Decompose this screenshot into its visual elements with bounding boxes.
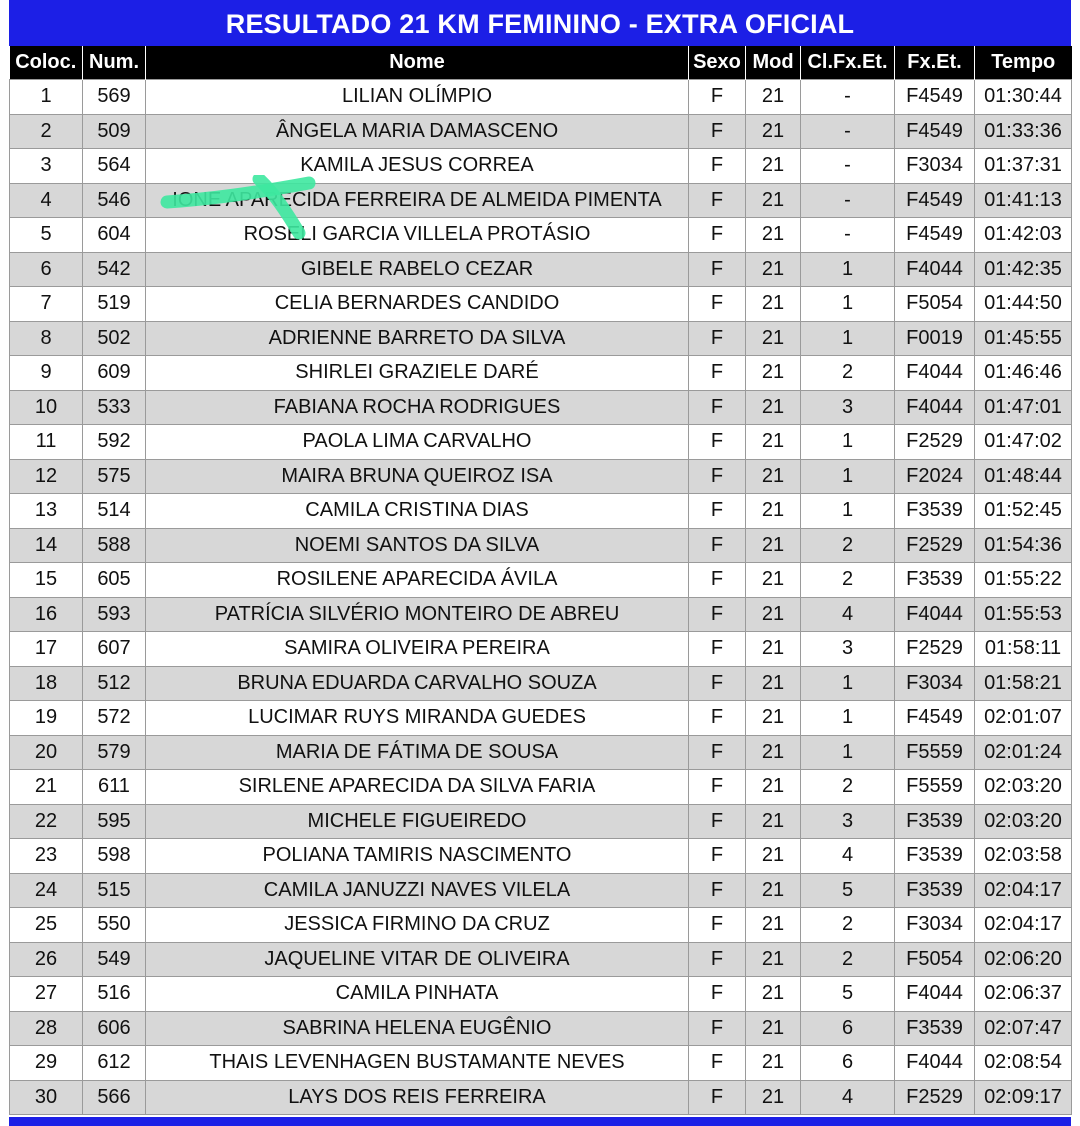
table-row [10,1046,1072,1081]
cell-coloc: 22 [10,804,83,839]
cell-sexo: F [689,770,746,805]
cell-fx-et: F3539 [895,494,975,529]
cell-cl-fx-et: 3 [801,804,895,839]
cell-mod: 21 [746,183,801,218]
cell-coloc: 26 [10,942,83,977]
cell-fx-et: F3539 [895,873,975,908]
cell-cl-fx-et: 2 [801,356,895,391]
cell-cl-fx-et: 4 [801,1080,895,1115]
header-coloc: Coloc. [10,46,83,80]
cell-sexo: F [689,942,746,977]
results-body [10,80,1072,1115]
cell-nome: MAIRA BRUNA QUEIROZ ISA [146,459,689,494]
cell-coloc: 20 [10,735,83,770]
cell-num: 572 [83,701,146,736]
cell-fx-et: F4549 [895,114,975,149]
cell-sexo: F [689,390,746,425]
cell-mod: 21 [746,356,801,391]
cell-fx-et: F3539 [895,1011,975,1046]
cell-sexo: F [689,356,746,391]
cell-mod: 21 [746,1080,801,1115]
cell-mod: 21 [746,1011,801,1046]
cell-sexo: F [689,1046,746,1081]
cell-num: 588 [83,528,146,563]
cell-fx-et: F4549 [895,701,975,736]
cell-mod: 21 [746,528,801,563]
cell-mod: 21 [746,770,801,805]
cell-nome: CELIA BERNARDES CANDIDO [146,287,689,322]
cell-sexo: F [689,114,746,149]
cell-tempo: 01:55:53 [975,597,1072,632]
header-sexo: Sexo [689,46,746,80]
header-tempo: Tempo [975,46,1072,80]
cell-cl-fx-et: 2 [801,563,895,598]
cell-cl-fx-et: 6 [801,1011,895,1046]
cell-sexo: F [689,839,746,874]
cell-cl-fx-et: 2 [801,942,895,977]
table-row [10,80,1072,115]
cell-tempo: 02:03:58 [975,839,1072,874]
cell-tempo: 02:03:20 [975,804,1072,839]
cell-coloc: 16 [10,597,83,632]
page-title: RESULTADO 21 KM FEMININO - EXTRA OFICIAL [9,0,1071,46]
cell-num: 502 [83,321,146,356]
cell-nome: MARIA DE FÁTIMA DE SOUSA [146,735,689,770]
header-mod: Mod [746,46,801,80]
cell-mod: 21 [746,321,801,356]
cell-nome: ÂNGELA MARIA DAMASCENO [146,114,689,149]
cell-sexo: F [689,1080,746,1115]
cell-num: 542 [83,252,146,287]
cell-num: 546 [83,183,146,218]
cell-coloc: 19 [10,701,83,736]
cell-coloc: 21 [10,770,83,805]
cell-fx-et: F3034 [895,908,975,943]
cell-coloc: 14 [10,528,83,563]
cell-tempo: 01:42:03 [975,218,1072,253]
cell-mod: 21 [746,390,801,425]
cell-coloc: 10 [10,390,83,425]
cell-coloc: 9 [10,356,83,391]
table-row [10,632,1072,667]
cell-sexo: F [689,287,746,322]
cell-fx-et: F4044 [895,977,975,1012]
cell-cl-fx-et: - [801,183,895,218]
cell-coloc: 18 [10,666,83,701]
cell-sexo: F [689,80,746,115]
cell-mod: 21 [746,839,801,874]
cell-tempo: 02:01:07 [975,701,1072,736]
cell-nome: ROSILENE APARECIDA ÁVILA [146,563,689,598]
cell-nome: SABRINA HELENA EUGÊNIO [146,1011,689,1046]
cell-fx-et: F5054 [895,287,975,322]
header-nome: Nome [146,46,689,80]
table-row [10,390,1072,425]
table-row [10,770,1072,805]
cell-coloc: 7 [10,287,83,322]
cell-coloc: 3 [10,149,83,184]
cell-mod: 21 [746,701,801,736]
cell-num: 549 [83,942,146,977]
cell-mod: 21 [746,425,801,460]
cell-cl-fx-et: 5 [801,977,895,1012]
cell-cl-fx-et: - [801,80,895,115]
cell-mod: 21 [746,252,801,287]
cell-nome: NOEMI SANTOS DA SILVA [146,528,689,563]
cell-sexo: F [689,1011,746,1046]
cell-tempo: 02:01:24 [975,735,1072,770]
cell-nome: LILIAN OLÍMPIO [146,80,689,115]
cell-sexo: F [689,528,746,563]
cell-coloc: 30 [10,1080,83,1115]
cell-num: 564 [83,149,146,184]
cell-sexo: F [689,701,746,736]
cell-cl-fx-et: 1 [801,252,895,287]
cell-num: 592 [83,425,146,460]
cell-sexo: F [689,425,746,460]
table-row [10,287,1072,322]
cell-cl-fx-et: 1 [801,494,895,529]
cell-sexo: F [689,183,746,218]
cell-coloc: 6 [10,252,83,287]
cell-sexo: F [689,908,746,943]
cell-fx-et: F3539 [895,563,975,598]
cell-coloc: 29 [10,1046,83,1081]
cell-nome: IONE APARECIDA FERREIRA DE ALMEIDA PIMENTA [146,183,689,218]
cell-coloc: 28 [10,1011,83,1046]
cell-sexo: F [689,149,746,184]
table-row [10,873,1072,908]
cell-nome: THAIS LEVENHAGEN BUSTAMANTE NEVES [146,1046,689,1081]
cell-nome: SIRLENE APARECIDA DA SILVA FARIA [146,770,689,805]
cell-num: 593 [83,597,146,632]
cell-coloc: 5 [10,218,83,253]
cell-num: 607 [83,632,146,667]
cell-cl-fx-et: 1 [801,735,895,770]
table-row [10,218,1072,253]
cell-sexo: F [689,459,746,494]
cell-tempo: 01:47:02 [975,425,1072,460]
cell-coloc: 17 [10,632,83,667]
cell-nome: MICHELE FIGUEIREDO [146,804,689,839]
header-fx-et: Fx.Et. [895,46,975,80]
cell-num: 519 [83,287,146,322]
table-row [10,321,1072,356]
cell-fx-et: F3539 [895,839,975,874]
cell-tempo: 02:04:17 [975,873,1072,908]
header-num: Num. [83,46,146,80]
table-row [10,183,1072,218]
cell-coloc: 27 [10,977,83,1012]
table-row [10,425,1072,460]
cell-nome: LUCIMAR RUYS MIRANDA GUEDES [146,701,689,736]
cell-coloc: 2 [10,114,83,149]
cell-mod: 21 [746,942,801,977]
cell-tempo: 02:04:17 [975,908,1072,943]
cell-fx-et: F2529 [895,425,975,460]
cell-sexo: F [689,977,746,1012]
cell-fx-et: F2529 [895,1080,975,1115]
cell-fx-et: F4044 [895,356,975,391]
cell-tempo: 01:42:35 [975,252,1072,287]
cell-sexo: F [689,218,746,253]
cell-num: 612 [83,1046,146,1081]
cell-tempo: 01:58:11 [975,632,1072,667]
cell-mod: 21 [746,459,801,494]
cell-fx-et: F4044 [895,597,975,632]
table-row [10,977,1072,1012]
cell-fx-et: F2024 [895,459,975,494]
table-row [10,252,1072,287]
cell-nome: BRUNA EDUARDA CARVALHO SOUZA [146,666,689,701]
table-row [10,804,1072,839]
table-row [10,942,1072,977]
cell-cl-fx-et: 4 [801,839,895,874]
cell-cl-fx-et: 2 [801,908,895,943]
cell-mod: 21 [746,632,801,667]
cell-mod: 21 [746,666,801,701]
table-row [10,494,1072,529]
cell-cl-fx-et: 1 [801,425,895,460]
cell-fx-et: F3539 [895,804,975,839]
cell-fx-et: F3034 [895,666,975,701]
cell-mod: 21 [746,114,801,149]
table-row [10,666,1072,701]
cell-tempo: 01:46:46 [975,356,1072,391]
table-row [10,701,1072,736]
cell-mod: 21 [746,287,801,322]
cell-sexo: F [689,321,746,356]
cell-nome: LAYS DOS REIS FERREIRA [146,1080,689,1115]
cell-coloc: 4 [10,183,83,218]
cell-mod: 21 [746,735,801,770]
cell-num: 512 [83,666,146,701]
cell-nome: KAMILA JESUS CORREA [146,149,689,184]
cell-nome: POLIANA TAMIRIS NASCIMENTO [146,839,689,874]
cell-cl-fx-et: 3 [801,632,895,667]
cell-fx-et: F2529 [895,632,975,667]
table-row [10,459,1072,494]
cell-cl-fx-et: 5 [801,873,895,908]
cell-tempo: 01:47:01 [975,390,1072,425]
cell-num: 605 [83,563,146,598]
cell-cl-fx-et: 1 [801,459,895,494]
cell-tempo: 02:08:54 [975,1046,1072,1081]
cell-num: 533 [83,390,146,425]
cell-mod: 21 [746,563,801,598]
cell-nome: CAMILA CRISTINA DIAS [146,494,689,529]
cell-sexo: F [689,666,746,701]
cell-num: 516 [83,977,146,1012]
cell-tempo: 01:55:22 [975,563,1072,598]
cell-tempo: 01:45:55 [975,321,1072,356]
table-header-row [10,46,1072,80]
cell-num: 550 [83,908,146,943]
cell-sexo: F [689,632,746,667]
cell-sexo: F [689,735,746,770]
cell-nome: SHIRLEI GRAZIELE DARÉ [146,356,689,391]
cell-tempo: 01:44:50 [975,287,1072,322]
cell-mod: 21 [746,977,801,1012]
cell-coloc: 12 [10,459,83,494]
cell-coloc: 13 [10,494,83,529]
cell-cl-fx-et: 2 [801,770,895,805]
results-document [9,0,1071,1126]
cell-coloc: 1 [10,80,83,115]
cell-nome: GIBELE RABELO CEZAR [146,252,689,287]
cell-tempo: 02:07:47 [975,1011,1072,1046]
cell-num: 569 [83,80,146,115]
cell-fx-et: F5559 [895,735,975,770]
table-row [10,114,1072,149]
cell-coloc: 15 [10,563,83,598]
cell-coloc: 11 [10,425,83,460]
cell-num: 604 [83,218,146,253]
cell-coloc: 25 [10,908,83,943]
cell-tempo: 01:52:45 [975,494,1072,529]
cell-tempo: 01:54:36 [975,528,1072,563]
cell-cl-fx-et: - [801,149,895,184]
cell-nome: PAOLA LIMA CARVALHO [146,425,689,460]
cell-tempo: 02:09:17 [975,1080,1072,1115]
cell-cl-fx-et: - [801,218,895,253]
cell-num: 609 [83,356,146,391]
cell-coloc: 8 [10,321,83,356]
cell-tempo: 01:41:13 [975,183,1072,218]
cell-num: 598 [83,839,146,874]
cell-num: 575 [83,459,146,494]
cell-nome: FABIANA ROCHA RODRIGUES [146,390,689,425]
cell-tempo: 01:58:21 [975,666,1072,701]
cell-sexo: F [689,804,746,839]
cell-num: 515 [83,873,146,908]
cell-nome: SAMIRA OLIVEIRA PEREIRA [146,632,689,667]
cell-nome: PATRÍCIA SILVÉRIO MONTEIRO DE ABREU [146,597,689,632]
cell-num: 566 [83,1080,146,1115]
cell-coloc: 24 [10,873,83,908]
header-cl-fx-et: Cl.Fx.Et. [801,46,895,80]
cell-mod: 21 [746,908,801,943]
cell-sexo: F [689,597,746,632]
cell-tempo: 01:33:36 [975,114,1072,149]
table-row [10,528,1072,563]
cell-mod: 21 [746,494,801,529]
cell-mod: 21 [746,80,801,115]
cell-cl-fx-et: 6 [801,1046,895,1081]
cell-tempo: 02:06:20 [975,942,1072,977]
cell-cl-fx-et: 1 [801,321,895,356]
cell-fx-et: F3034 [895,149,975,184]
cell-nome: CAMILA JANUZZI NAVES VILELA [146,873,689,908]
cell-mod: 21 [746,149,801,184]
cell-cl-fx-et: 1 [801,701,895,736]
cell-num: 595 [83,804,146,839]
cell-mod: 21 [746,873,801,908]
cell-nome: JAQUELINE VITAR DE OLIVEIRA [146,942,689,977]
cell-tempo: 02:03:20 [975,770,1072,805]
cell-nome: CAMILA PINHATA [146,977,689,1012]
cell-sexo: F [689,873,746,908]
cell-fx-et: F4549 [895,183,975,218]
table-row [10,839,1072,874]
cell-cl-fx-et: 1 [801,287,895,322]
cell-fx-et: F4044 [895,390,975,425]
results-table [9,46,1072,1115]
cell-nome: ROSELI GARCIA VILLELA PROTÁSIO [146,218,689,253]
cell-sexo: F [689,494,746,529]
cell-cl-fx-et: 1 [801,666,895,701]
cell-coloc: 23 [10,839,83,874]
cell-num: 579 [83,735,146,770]
cell-cl-fx-et: 4 [801,597,895,632]
cell-fx-et: F5559 [895,770,975,805]
table-row [10,908,1072,943]
cell-mod: 21 [746,218,801,253]
cell-fx-et: F5054 [895,942,975,977]
table-row [10,1080,1072,1115]
table-row [10,356,1072,391]
table-row [10,1011,1072,1046]
cell-mod: 21 [746,1046,801,1081]
cell-num: 509 [83,114,146,149]
cell-cl-fx-et: - [801,114,895,149]
cell-tempo: 01:48:44 [975,459,1072,494]
cell-mod: 21 [746,597,801,632]
cell-fx-et: F4549 [895,218,975,253]
table-row [10,149,1072,184]
cell-fx-et: F4549 [895,80,975,115]
cell-sexo: F [689,563,746,598]
cell-num: 514 [83,494,146,529]
table-row [10,735,1072,770]
cell-nome: JESSICA FIRMINO DA CRUZ [146,908,689,943]
cell-sexo: F [689,252,746,287]
cell-tempo: 01:37:31 [975,149,1072,184]
cell-fx-et: F4044 [895,1046,975,1081]
cell-cl-fx-et: 2 [801,528,895,563]
cell-num: 606 [83,1011,146,1046]
table-row [10,563,1072,598]
cell-tempo: 02:06:37 [975,977,1072,1012]
cell-num: 611 [83,770,146,805]
cell-tempo: 01:30:44 [975,80,1072,115]
cell-mod: 21 [746,804,801,839]
cell-cl-fx-et: 3 [801,390,895,425]
cell-nome: ADRIENNE BARRETO DA SILVA [146,321,689,356]
cell-fx-et: F2529 [895,528,975,563]
table-row [10,597,1072,632]
cell-fx-et: F0019 [895,321,975,356]
cell-fx-et: F4044 [895,252,975,287]
bottom-bar [9,1117,1071,1126]
